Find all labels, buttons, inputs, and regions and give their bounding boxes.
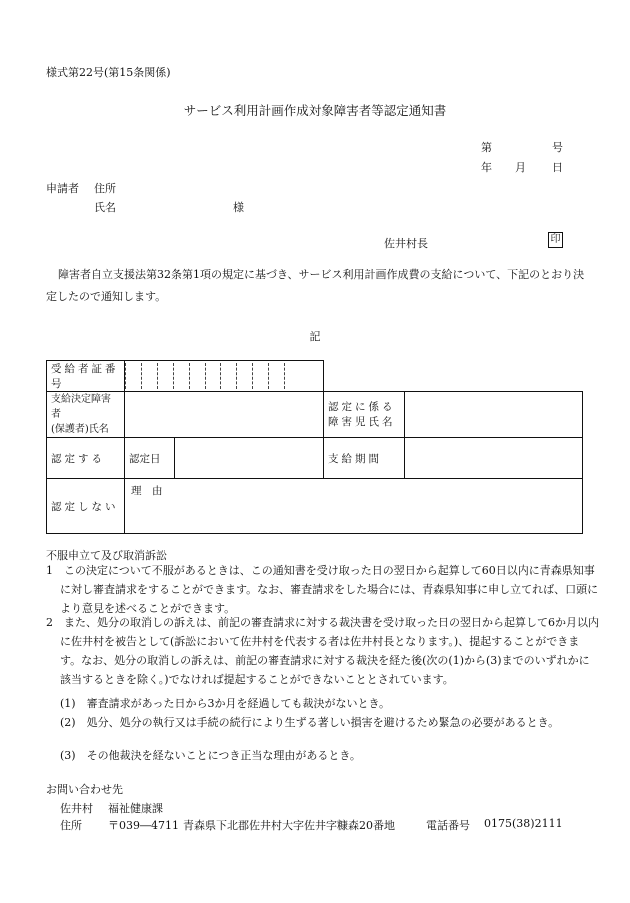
appeal-item-2: 2 また、処分の取消しの訴えは、前記の審査請求に対する裁決書を受け取った日の翌日から起算して6か月以内に佐井村を被告として(訴訟において佐井村を代表する者は佐井村長となります。)、提起することができます。なお、処分の取消しの訴えは、前記の審査請求に対する裁決を経た後(次の(1)から(3)までのいずれかに該当するときを除く。)でなければ提起することができないこととされています。 — [46, 616, 599, 686]
contact-tel-label: 電話番号 — [426, 819, 470, 832]
period-field[interactable] — [405, 438, 583, 479]
applicant-name-label: 氏名 — [94, 201, 116, 214]
approve-date-field[interactable] — [175, 438, 324, 479]
approve-date-label: 認定日 — [125, 438, 175, 479]
applicant-address-label: 住所 — [94, 182, 116, 195]
digit-box[interactable] — [205, 363, 221, 389]
decided-person-label: 支給決定障害者 (保護者)氏名 — [47, 392, 125, 438]
reason-label: 理 由 — [131, 485, 163, 497]
ki-heading: 記 — [309, 330, 321, 343]
appeal-subitem-1: (1) 審査請求があった日から3か月を経過しても裁決がないとき。 — [60, 697, 391, 710]
contact-address: 青森県下北郡佐井村大字佐井字糠森20番地 — [183, 819, 395, 832]
digit-box[interactable] — [220, 363, 236, 389]
contact-tel: 0175(38)2111 — [484, 817, 563, 830]
recipient-number-field[interactable] — [125, 361, 324, 392]
issuer-title: 佐井村長 — [384, 237, 428, 250]
doc-number-suffix: 号 — [552, 141, 563, 154]
body-text: 障害者自立支援法第32条第1項の規定に基づき、サービス利用計画作成費の支給について、下記のとおり決定したので通知します。 — [46, 268, 585, 303]
seal-mark: 印 — [548, 232, 563, 248]
document-title: サービス利用計画作成対象障害者等認定通知書 — [183, 103, 447, 118]
digit-box[interactable] — [268, 363, 285, 389]
digit-box[interactable] — [157, 363, 173, 389]
appeal-subitem-3: (3) その他裁決を経ないことにつき正当な理由があるとき。 — [60, 749, 361, 762]
applicant-label: 申請者 — [46, 182, 79, 195]
deny-label: 認定しない — [47, 479, 125, 534]
empty-area — [324, 361, 583, 392]
date-day-label: 日 — [552, 161, 563, 174]
digit-box[interactable] — [141, 363, 157, 389]
digit-box[interactable] — [189, 363, 205, 389]
contact-address-label: 住所 — [60, 819, 82, 832]
approve-label: 認定する — [47, 438, 125, 479]
reason-field[interactable] — [125, 479, 583, 534]
digit-box[interactable] — [173, 363, 189, 389]
contact-title: お問い合わせ先 — [46, 783, 123, 796]
date-year-label: 年 — [481, 161, 492, 174]
appeal-title: 不服申立て及び取消訴訟 — [46, 549, 167, 562]
contact-zip: 〒039―4711 — [108, 819, 179, 832]
digit-box[interactable] — [236, 363, 252, 389]
contact-org: 佐井村 — [60, 802, 93, 815]
recipient-number-label: 受給者証番号 — [47, 361, 125, 392]
child-name-label: 認定に係る 障害児氏名 — [324, 392, 405, 438]
form-number: 様式第22号(第15条関係) — [46, 66, 171, 79]
digit-box[interactable] — [252, 363, 268, 389]
contact-dept: 福祉健康課 — [108, 802, 163, 815]
doc-number-prefix: 第 — [481, 141, 492, 154]
period-label: 支給期間 — [324, 438, 405, 479]
date-month-label: 月 — [515, 161, 526, 174]
appeal-subitem-2: (2) 処分、処分の執行又は手続の続行により生ずる著しい損害を避けるため緊急の必要があるとき。 — [60, 716, 560, 729]
digit-box[interactable] — [125, 363, 141, 389]
child-name-field[interactable] — [405, 392, 583, 438]
appeal-item-1: 1 この決定について不服があるときは、この通知書を受け取った日の翌日から起算して60日以内に青森県知事に対し審査請求をすることができます。なお、審査請求をした場合には、青森県知事に申し立てれば、口頭により意見を述べることができます。 — [46, 564, 599, 615]
decided-person-name-field[interactable] — [125, 392, 324, 438]
honorific: 様 — [233, 201, 244, 214]
certification-table — [46, 360, 583, 534]
